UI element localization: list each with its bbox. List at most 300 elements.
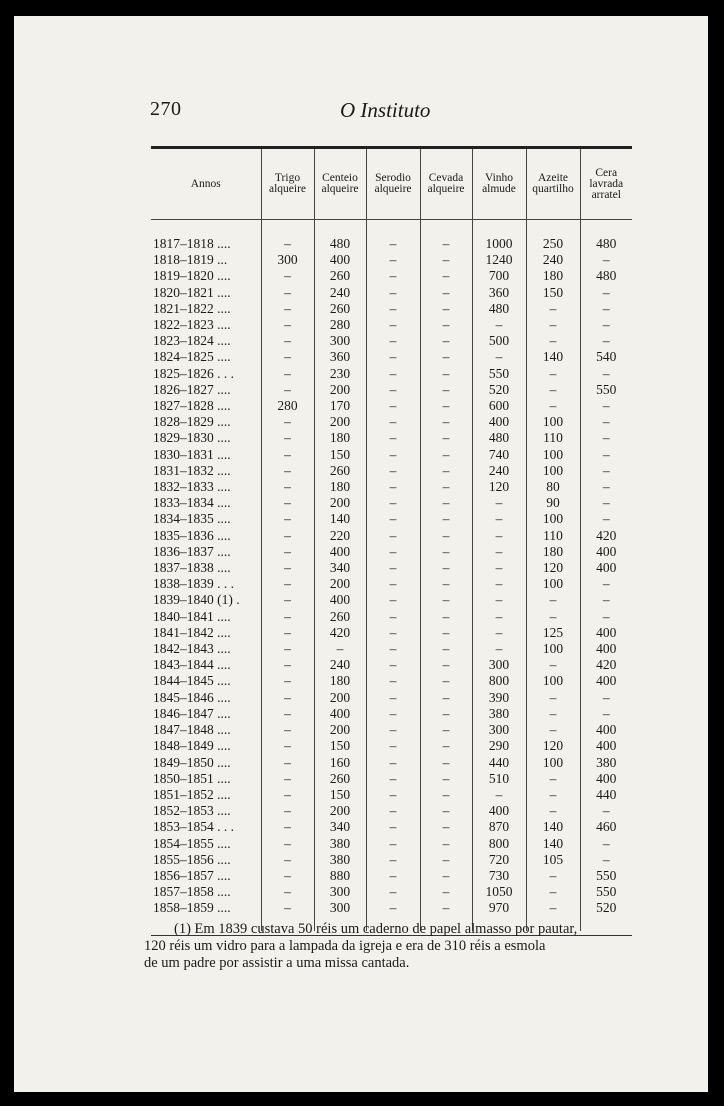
value-cell: 100 — [526, 511, 580, 527]
value-cell: 100 — [526, 673, 580, 689]
value-cell: – — [261, 787, 314, 803]
column-header-0 — [151, 149, 261, 220]
value-cell: – — [420, 641, 472, 657]
value-cell: – — [366, 317, 420, 333]
value-cell: – — [420, 657, 472, 673]
value-cell: – — [526, 900, 580, 916]
value-cell: – — [420, 592, 472, 608]
value-cell: 550 — [580, 884, 632, 900]
value-cell: 120 — [472, 479, 526, 495]
value-cell: – — [580, 333, 632, 349]
value-cell: 400 — [472, 803, 526, 819]
value-cell: – — [261, 592, 314, 608]
value-cell: – — [420, 285, 472, 301]
value-cell: – — [261, 236, 314, 252]
value-cell: – — [261, 673, 314, 689]
year-cell: 1821–1822 .... — [153, 300, 231, 316]
value-cell: 400 — [580, 738, 632, 754]
footnote — [144, 921, 636, 972]
value-cell: 520 — [472, 382, 526, 398]
value-cell: 440 — [472, 755, 526, 771]
value-cell: – — [261, 560, 314, 576]
table-row — [151, 366, 632, 382]
value-cell: – — [261, 576, 314, 592]
table-row — [151, 576, 632, 592]
value-cell: – — [526, 884, 580, 900]
value-cell: – — [366, 690, 420, 706]
year-cell: 1843–1844 .... — [153, 657, 231, 673]
table-row — [151, 479, 632, 495]
value-cell: 250 — [526, 236, 580, 252]
value-cell: – — [366, 755, 420, 771]
value-cell: – — [420, 544, 472, 560]
table-row — [151, 771, 632, 787]
value-cell: 240 — [314, 285, 366, 301]
year-cell: 1844–1845 .... — [153, 673, 231, 689]
value-cell: – — [366, 884, 420, 900]
table-row — [151, 430, 632, 446]
spacer-row — [151, 220, 632, 237]
value-cell: – — [420, 771, 472, 787]
value-cell: – — [261, 285, 314, 301]
value-cell: 400 — [580, 625, 632, 641]
value-cell: 480 — [472, 430, 526, 446]
year-cell: 1826–1827 .... — [153, 381, 231, 397]
table-body — [151, 220, 632, 931]
value-cell: – — [420, 447, 472, 463]
value-cell: – — [420, 884, 472, 900]
value-cell: – — [366, 609, 420, 625]
value-cell: – — [580, 803, 632, 819]
value-cell: 520 — [580, 900, 632, 916]
value-cell: – — [420, 755, 472, 771]
column-header-7-line1: Cera — [595, 166, 618, 179]
value-cell: – — [261, 900, 314, 916]
column-header-5 — [472, 149, 526, 220]
value-cell: – — [420, 333, 472, 349]
value-cell: – — [420, 528, 472, 544]
value-cell: 400 — [580, 544, 632, 560]
table-row — [151, 333, 632, 349]
value-cell: 100 — [526, 576, 580, 592]
value-cell: 400 — [314, 706, 366, 722]
year-cell: 1828–1829 .... — [153, 414, 231, 430]
year-cell: 1850–1851 .... — [153, 770, 231, 786]
table-row — [151, 625, 632, 641]
table-row — [151, 673, 632, 689]
table-row — [151, 819, 632, 835]
year-cell: 1848–1849 .... — [153, 738, 231, 754]
value-cell: – — [366, 268, 420, 284]
value-cell: – — [366, 252, 420, 268]
column-header-3-line2: alqueire — [374, 183, 412, 195]
value-cell: – — [261, 349, 314, 365]
price-table-wrap — [151, 146, 632, 936]
value-cell: – — [526, 592, 580, 608]
value-cell: – — [526, 690, 580, 706]
value-cell: – — [261, 884, 314, 900]
year-cell: 1847–1848 .... — [153, 722, 231, 738]
value-cell: – — [526, 787, 580, 803]
table-row — [151, 787, 632, 803]
column-header-6 — [526, 149, 580, 220]
value-cell: 360 — [472, 285, 526, 301]
year-cell: 1838–1839 . . . — [153, 576, 234, 592]
table-header-row — [151, 149, 632, 220]
value-cell: 150 — [314, 738, 366, 754]
value-cell: – — [526, 868, 580, 884]
year-cell: 1833–1834 .... — [153, 495, 231, 511]
value-cell: – — [261, 414, 314, 430]
value-cell: – — [420, 398, 472, 414]
value-cell: – — [420, 252, 472, 268]
value-cell: – — [472, 609, 526, 625]
value-cell: 200 — [314, 382, 366, 398]
value-cell: 420 — [314, 625, 366, 641]
table-row — [151, 463, 632, 479]
value-cell: – — [366, 900, 420, 916]
value-cell: 110 — [526, 430, 580, 446]
value-cell: 290 — [472, 738, 526, 754]
value-cell: – — [366, 285, 420, 301]
value-cell: – — [261, 771, 314, 787]
value-cell: 100 — [526, 463, 580, 479]
value-cell: – — [526, 803, 580, 819]
column-header-7-line3: arratel — [591, 188, 621, 201]
value-cell: – — [526, 366, 580, 382]
value-cell: – — [472, 511, 526, 527]
value-cell: 730 — [472, 868, 526, 884]
value-cell: 500 — [472, 333, 526, 349]
value-cell: 140 — [526, 819, 580, 835]
value-cell: – — [420, 722, 472, 738]
value-cell: – — [420, 787, 472, 803]
table-row — [151, 317, 632, 333]
value-cell: 380 — [472, 706, 526, 722]
column-header-3 — [366, 149, 420, 220]
column-header-6-line1: Azeite — [537, 172, 568, 184]
value-cell: 240 — [314, 657, 366, 673]
value-cell: 140 — [314, 511, 366, 527]
value-cell: 110 — [526, 528, 580, 544]
value-cell: – — [261, 268, 314, 284]
value-cell: 400 — [314, 592, 366, 608]
value-cell: 90 — [526, 495, 580, 511]
value-cell: – — [261, 333, 314, 349]
value-cell: – — [261, 690, 314, 706]
value-cell: 120 — [526, 560, 580, 576]
footnote-line-3: de um padre por assistir a uma missa cantada. — [144, 955, 410, 971]
year-cell: 1839–1840 (1) . — [153, 592, 240, 608]
value-cell: – — [580, 430, 632, 446]
table-row — [151, 349, 632, 365]
table-row — [151, 414, 632, 430]
value-cell: 300 — [314, 884, 366, 900]
value-cell: – — [420, 690, 472, 706]
value-cell: – — [261, 366, 314, 382]
value-cell: – — [580, 690, 632, 706]
value-cell: – — [366, 803, 420, 819]
value-cell: – — [366, 511, 420, 527]
value-cell: 200 — [314, 690, 366, 706]
column-header-4 — [420, 149, 472, 220]
column-header-2-line2: alqueire — [321, 183, 359, 195]
year-cell: 1835–1836 .... — [153, 527, 231, 543]
value-cell: – — [366, 787, 420, 803]
value-cell: 260 — [314, 268, 366, 284]
value-cell: – — [261, 495, 314, 511]
value-cell: – — [580, 463, 632, 479]
value-cell: 100 — [526, 414, 580, 430]
table-row — [151, 609, 632, 625]
value-cell: – — [261, 755, 314, 771]
table-row — [151, 511, 632, 527]
value-cell: 180 — [314, 479, 366, 495]
value-cell: – — [366, 301, 420, 317]
column-header-1 — [261, 149, 314, 220]
spacer-cell — [314, 220, 366, 237]
value-cell: – — [366, 398, 420, 414]
value-cell: – — [472, 560, 526, 576]
value-cell: – — [472, 641, 526, 657]
value-cell: 480 — [472, 301, 526, 317]
table-row — [151, 495, 632, 511]
value-cell: – — [526, 609, 580, 625]
page-number: 270 — [150, 98, 182, 120]
table-row — [151, 868, 632, 884]
value-cell: 480 — [314, 236, 366, 252]
value-cell: – — [580, 252, 632, 268]
value-cell: – — [366, 236, 420, 252]
value-cell: – — [526, 722, 580, 738]
year-cell: 1824–1825 .... — [153, 349, 231, 365]
table-row — [151, 592, 632, 608]
value-cell: – — [261, 301, 314, 317]
value-cell: 700 — [472, 268, 526, 284]
value-cell: 260 — [314, 301, 366, 317]
value-cell: – — [580, 836, 632, 852]
value-cell: 105 — [526, 852, 580, 868]
year-cell: 1823–1824 .... — [153, 333, 231, 349]
value-cell: – — [366, 657, 420, 673]
value-cell: – — [366, 560, 420, 576]
value-cell: – — [580, 609, 632, 625]
year-cell: 1851–1852 .... — [153, 786, 231, 802]
book-page — [14, 16, 708, 1092]
table-row — [151, 301, 632, 317]
value-cell: – — [366, 430, 420, 446]
year-cell: 1829–1830 .... — [153, 430, 231, 446]
value-cell: 300 — [314, 333, 366, 349]
column-header-1-line2: alqueire — [268, 183, 307, 195]
value-cell: – — [366, 819, 420, 835]
value-cell: 280 — [314, 317, 366, 333]
column-header-5-line1: Vinho — [484, 172, 514, 184]
table-row — [151, 544, 632, 560]
value-cell: – — [526, 657, 580, 673]
value-cell: – — [526, 317, 580, 333]
value-cell: – — [366, 382, 420, 398]
value-cell: – — [261, 317, 314, 333]
table-row — [151, 836, 632, 852]
value-cell: – — [366, 868, 420, 884]
value-cell: 150 — [314, 787, 366, 803]
year-cell: 1855–1856 .... — [153, 851, 231, 867]
value-cell: – — [366, 333, 420, 349]
value-cell: 420 — [580, 528, 632, 544]
value-cell: 180 — [526, 268, 580, 284]
value-cell: – — [420, 819, 472, 835]
table-row — [151, 528, 632, 544]
value-cell: – — [261, 868, 314, 884]
value-cell: – — [261, 463, 314, 479]
value-cell: – — [366, 852, 420, 868]
year-cell: 1830–1831 .... — [153, 446, 231, 462]
value-cell: – — [366, 528, 420, 544]
spacer-cell — [472, 220, 526, 237]
value-cell: – — [366, 349, 420, 365]
value-cell: 480 — [580, 268, 632, 284]
value-cell: 510 — [472, 771, 526, 787]
value-cell: – — [261, 528, 314, 544]
value-cell: 400 — [472, 414, 526, 430]
value-cell: 1050 — [472, 884, 526, 900]
value-cell: – — [366, 706, 420, 722]
column-header-5-line2: almude — [482, 183, 516, 195]
value-cell: 230 — [314, 366, 366, 382]
value-cell: – — [366, 722, 420, 738]
value-cell: – — [580, 285, 632, 301]
value-cell: – — [261, 803, 314, 819]
value-cell: – — [580, 495, 632, 511]
value-cell: 100 — [526, 447, 580, 463]
footnote-line-2: 120 réis um vidro para a lampada da igreja e era de 310 réis a esmola — [144, 938, 546, 954]
year-cell: 1854–1855 .... — [153, 835, 231, 851]
value-cell: – — [472, 576, 526, 592]
value-cell: 970 — [472, 900, 526, 916]
column-header-7-line2: lavrada — [589, 177, 624, 190]
value-cell: – — [366, 673, 420, 689]
table-row — [151, 690, 632, 706]
year-cell: 1845–1846 .... — [153, 689, 231, 705]
value-cell: 390 — [472, 690, 526, 706]
value-cell: – — [366, 414, 420, 430]
price-table — [151, 149, 632, 931]
value-cell: – — [420, 495, 472, 511]
year-cell: 1858–1859 .... — [153, 900, 231, 916]
value-cell: – — [472, 528, 526, 544]
value-cell: 260 — [314, 463, 366, 479]
value-cell: 170 — [314, 398, 366, 414]
table-row — [151, 884, 632, 900]
value-cell: 120 — [526, 738, 580, 754]
table-row — [151, 657, 632, 673]
value-cell: 870 — [472, 819, 526, 835]
year-cell: 1849–1850 .... — [153, 754, 231, 770]
column-header-6-line2: quartilho — [532, 183, 574, 195]
value-cell: – — [580, 479, 632, 495]
value-cell: – — [261, 819, 314, 835]
value-cell: – — [420, 900, 472, 916]
value-cell: – — [526, 382, 580, 398]
table-row — [151, 268, 632, 284]
value-cell: – — [420, 852, 472, 868]
value-cell: – — [420, 609, 472, 625]
value-cell: 140 — [526, 836, 580, 852]
year-cell: 1840–1841 .... — [153, 608, 231, 624]
value-cell: – — [580, 366, 632, 382]
value-cell: 880 — [314, 868, 366, 884]
value-cell: 240 — [526, 252, 580, 268]
value-cell: 1000 — [472, 236, 526, 252]
spacer-cell — [261, 220, 314, 237]
value-cell: – — [314, 641, 366, 657]
value-cell: – — [261, 479, 314, 495]
table-row — [151, 706, 632, 722]
value-cell: – — [526, 301, 580, 317]
value-cell: – — [261, 544, 314, 560]
value-cell: – — [580, 576, 632, 592]
value-cell: 540 — [580, 349, 632, 365]
value-cell: 300 — [472, 657, 526, 673]
value-cell: – — [580, 447, 632, 463]
value-cell: – — [261, 657, 314, 673]
table-row — [151, 738, 632, 754]
value-cell: – — [420, 868, 472, 884]
value-cell: 340 — [314, 819, 366, 835]
value-cell: 280 — [261, 398, 314, 414]
value-cell: 460 — [580, 819, 632, 835]
value-cell: 140 — [526, 349, 580, 365]
spacer-cell — [366, 220, 420, 237]
value-cell: 340 — [314, 560, 366, 576]
value-cell: – — [366, 463, 420, 479]
spacer-cell — [526, 220, 580, 237]
table-row — [151, 641, 632, 657]
value-cell: 550 — [580, 382, 632, 398]
value-cell: – — [526, 771, 580, 787]
value-cell: 380 — [580, 755, 632, 771]
value-cell: 420 — [580, 657, 632, 673]
value-cell: – — [366, 495, 420, 511]
value-cell: – — [472, 495, 526, 511]
value-cell: – — [261, 706, 314, 722]
table-row — [151, 236, 632, 252]
year-cell: 1836–1837 .... — [153, 543, 231, 559]
value-cell: – — [366, 641, 420, 657]
value-cell: – — [366, 447, 420, 463]
value-cell: – — [472, 349, 526, 365]
year-cell: 1853–1854 . . . — [153, 819, 234, 835]
value-cell: 200 — [314, 803, 366, 819]
table-row — [151, 722, 632, 738]
value-cell: 1240 — [472, 252, 526, 268]
value-cell: – — [420, 576, 472, 592]
value-cell: – — [420, 414, 472, 430]
value-cell: 400 — [580, 560, 632, 576]
column-header-0-line1: Annos — [190, 177, 221, 190]
value-cell: 150 — [526, 285, 580, 301]
value-cell: – — [472, 592, 526, 608]
value-cell: 200 — [314, 495, 366, 511]
year-cell: 1822–1823 .... — [153, 317, 231, 333]
value-cell: – — [472, 787, 526, 803]
value-cell: 800 — [472, 836, 526, 852]
value-cell: 440 — [580, 787, 632, 803]
value-cell: – — [420, 430, 472, 446]
value-cell: 220 — [314, 528, 366, 544]
value-cell: 600 — [472, 398, 526, 414]
